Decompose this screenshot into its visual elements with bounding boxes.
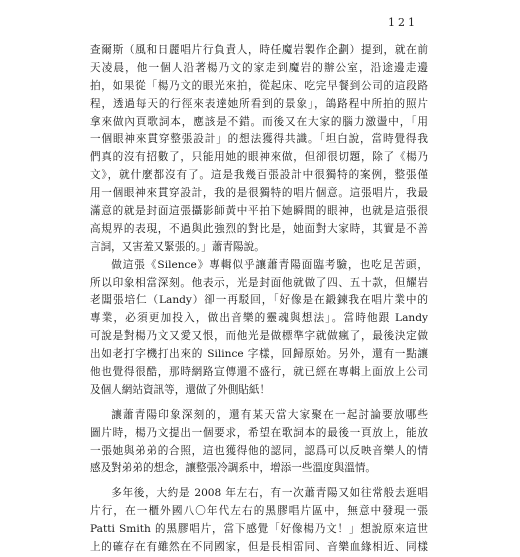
text-line: 可說是對楊乃文又愛又恨，而他光是做標準字就做瘋了，最後決定做: [90, 330, 428, 343]
text-line: 老闆張培仁（Landy）卻一再駁回，「好像是在鍛鍊我在唱片業中的: [90, 294, 428, 307]
text-line: 他也覺得很酷，那時網路宣傳還不盛行，就已經在專輯上面放上公司: [90, 366, 428, 379]
text-line: 一個眼神來貫穿整張設計」的想法獲得共識。「坦白說，當時覺得我: [90, 133, 428, 146]
text-line: 做這張《Silence》專輯似乎讓蕭青陽面臨考驗，也吃足苦頭，: [111, 258, 428, 271]
text-line: 出如老打字機打出來的 Silince 字樣，回歸原始。另外，還有一點讓: [90, 348, 428, 361]
text-line: 圖片時，楊乃文提出一個要求，希望在歌詞本的最後一頁放上，能放: [90, 426, 428, 439]
text-line: 們真的沒有招數了，只能用她的眼神來做，但卻很切題，除了《楊乃: [90, 151, 428, 164]
text-line: 拍，如果從「楊乃文的眼光來拍，從起床、吃完早餐到公司的這段路: [90, 79, 428, 92]
paragraph-gap: [90, 478, 428, 485]
text-line: 專業，必須更加投入，做出音樂的靈魂與想法」。當時他跟 Landy: [90, 312, 428, 325]
text-line: 高規界的表現，不過與此強烈的對比是，她面對大家時，其實是不善: [90, 222, 428, 235]
page-number: 121: [388, 16, 418, 29]
text-line: 查爾斯（風和日麗唱片行負責人，時任魔岩製作企劃）提到，就在前: [90, 44, 428, 56]
text-line: 讓蕭青陽印象深刻的，還有某天當大家聚在一起討論要放哪些: [111, 408, 428, 421]
text-line: Patti Smith 的黑膠唱片，當下感覺「好像楊乃文！」想說原來這世: [90, 523, 428, 536]
text-line: 程，透過每天的行徑來表達她所看到的景象」，鴿路程中所拍的照片: [90, 97, 428, 110]
paragraph-gap: [90, 400, 428, 407]
text-line: 片行，在一櫃外國八〇年代左右的黑膠唱片區中，無意中發現一張: [90, 505, 428, 518]
text-line: 所以印象相當深刻。他表示，光是封面他就做了四、五十款，但耀岩: [90, 276, 428, 289]
text-line: 一張她與弟弟的合照，這也獲得他的認同，認爲可以反映音樂人的情: [90, 444, 428, 457]
text-line: 拿來做內頁歌詞本，應該是不錯。而後又在大家的腦力激盪中，「用: [90, 115, 428, 128]
text-line: 上的確存在有雖然在不同國家，但是長相雷同、音樂血緣相近、同樣: [90, 541, 428, 554]
text-line: 多年後，大約是 2008 年左右，有一次蕭青陽又如往常般去逛唱: [111, 487, 428, 500]
text-line: 天凌晨，他一個人沿著楊乃文的家走到魔岩的辦公室，沿途邊走邊: [90, 61, 428, 74]
text-line: 感及對弟弟的想念，讓整張冷調系中，增添一些溫度與溫情。: [90, 462, 377, 475]
text-line: 及個人網站資訊等，還做了外側貼紙！: [90, 383, 271, 396]
text-line: 文》，就什麼都沒有了。這是我幾百張設計中很獨特的案例，整張僅: [90, 169, 428, 182]
body-text: [90, 42, 428, 557]
text-line: 言詞，又害羞又緊張的。」蕭青陽說。: [90, 240, 265, 253]
text-line: 滿意的就是封面這張攝影師黃中平拍下她瞬間的眼神，也就是這張很: [90, 205, 428, 218]
text-line: 用一個眼神來貫穿設計，我的是很獨特的唱片個意。這張唱片，我最: [90, 187, 428, 200]
